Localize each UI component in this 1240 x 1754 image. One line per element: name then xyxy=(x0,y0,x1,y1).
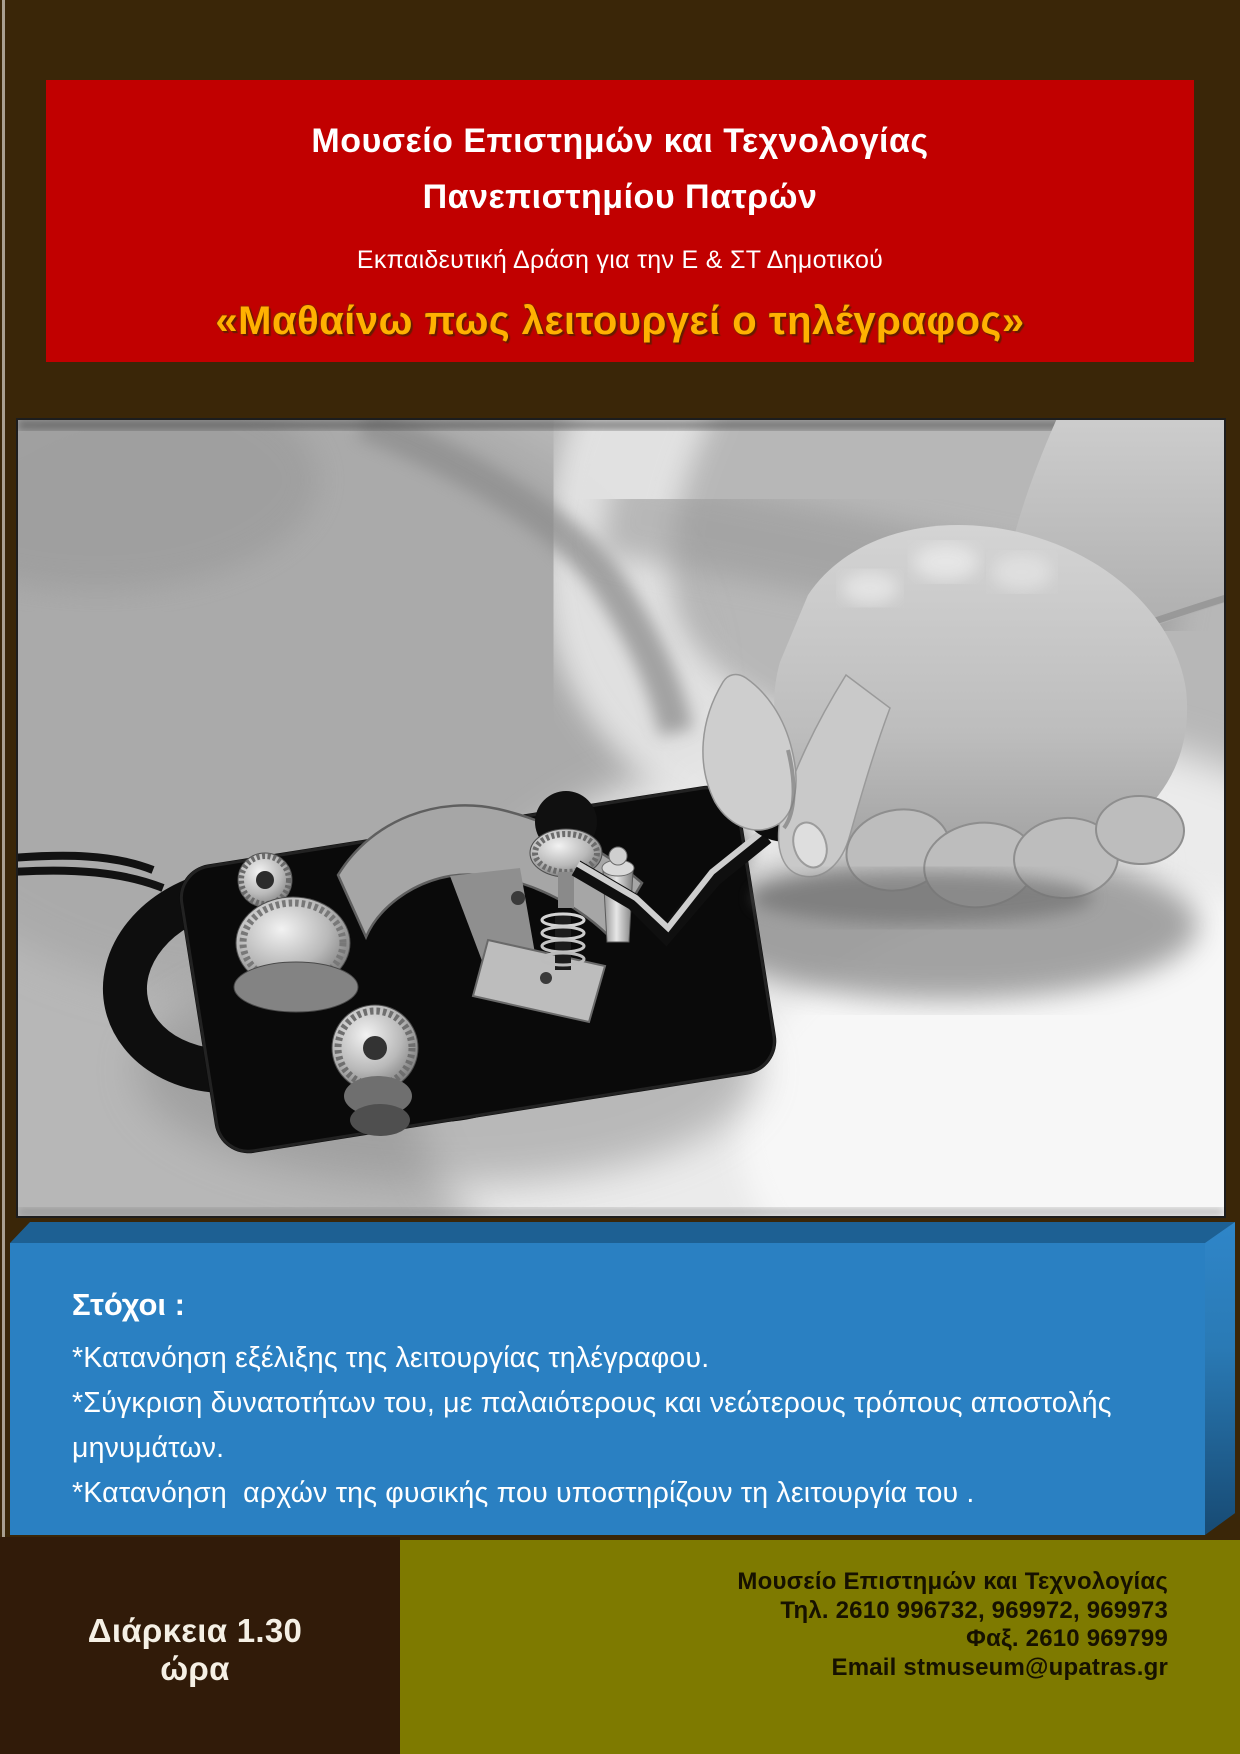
activity-photo xyxy=(16,418,1226,1218)
activity-subtitle: Εκπαιδευτική Δράση για την Ε & ΣΤ Δημοτικού xyxy=(356,246,884,274)
telegraph-photo-illustration xyxy=(18,420,1224,1216)
museum-title-line2: Πανεπιστημίου Πατρών xyxy=(422,178,818,216)
goal-item: *Κατανόηση εξέλιξης της λειτουργίας τηλέγραφου. xyxy=(72,1342,710,1374)
goals-panel-top-face xyxy=(10,1222,1235,1243)
museum-title-line1: Μουσείο Επιστημών και Τεχνολογίας xyxy=(311,122,929,160)
top-banner xyxy=(46,80,1194,362)
goals-panel xyxy=(10,1243,1205,1535)
contact-museum-name: Μουσείο Επιστημών και Τεχνολογίας xyxy=(737,1568,1168,1595)
activity-title: «Μαθαίνω πως λειτουργεί ο τηλέγραφος» xyxy=(215,299,1025,343)
contact-email: Email stmuseum@upatras.gr xyxy=(831,1653,1168,1681)
contact-phone: Τηλ. 2610 996732, 969972, 969973 xyxy=(780,1596,1168,1624)
goals-heading: Στόχοι : xyxy=(72,1287,185,1322)
left-edge-line xyxy=(2,0,5,1538)
contact-fax: Φαξ. 2610 969799 xyxy=(966,1625,1168,1652)
goal-item: *Σύγκριση δυνατοτήτων του, με παλαιότερους και νεώτερους τρόπους αποστολής μηνυμάτων. xyxy=(72,1387,1120,1464)
duration-text: Διάρκεια 1.30 ώρα xyxy=(87,1612,303,1687)
contact-block xyxy=(737,1568,1168,1682)
goal-item: *Κατανόηση αρχών της φυσικής που υποστηρίζουν τη λειτουργία του . xyxy=(72,1477,975,1509)
goals-panel-side-face xyxy=(1205,1222,1235,1535)
